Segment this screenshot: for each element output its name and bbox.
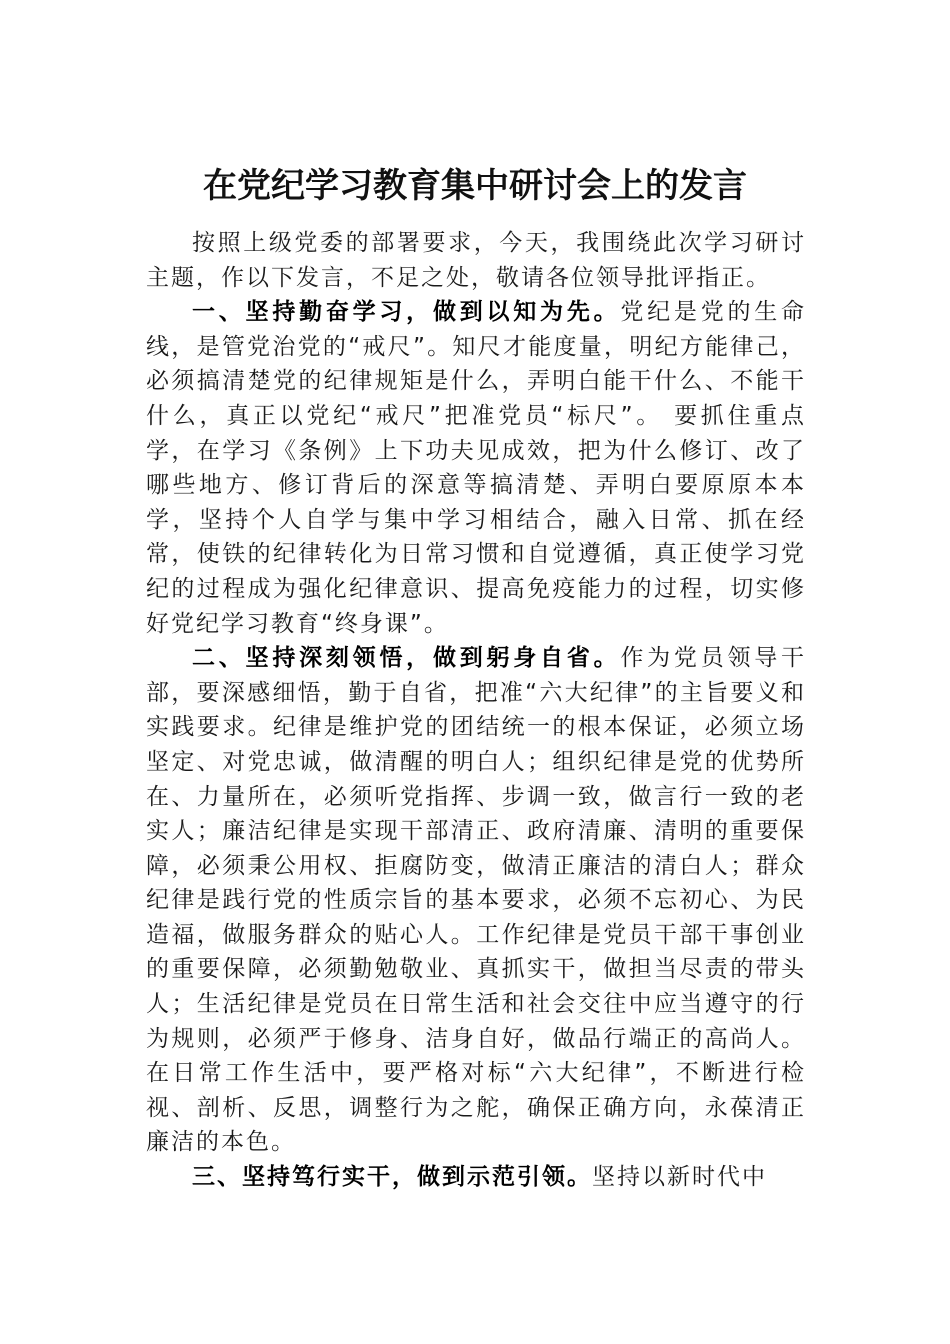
section-three-heading: 三、坚持笃行实干，做到示范引领。 (192, 1164, 592, 1191)
section-two-heading: 二、坚持深刻领悟，做到躬身自省。 (192, 645, 621, 672)
paragraph-text: 按照上级党委的部署要求，今天，我围绕此次学习研讨主题，作以下发言，不足之处，敬请各位领导批评指正。 (146, 230, 806, 291)
paragraph-text: 坚持以新时代中 (592, 1164, 767, 1191)
section-one-heading: 一、坚持勤奋学习，做到以知为先。 (192, 299, 621, 326)
section-two-paragraph (146, 641, 806, 1160)
section-three-paragraph (146, 1160, 806, 1195)
document-body (146, 226, 806, 1195)
section-one-paragraph (146, 295, 806, 641)
intro-paragraph (146, 226, 806, 295)
document-title: 在党纪学习教育集中研讨会上的发言 (203, 166, 747, 206)
paragraph-text: 党纪是党的生命线，是管党治党的“戒尺”。知尺才能度量，明纪方能律己，必须搞清楚党的纪律规矩是什么，弄明白能干什么、不能干什么，真正以党纪“戒尺”把准党员“标尺”。 要抓住重点学，在学习《条例》上下功夫见成效，把为什么修订、改了哪些地方、修订背后的深意等搞清楚、弄明白要原原本本学，坚持个人自学与集中学习相结合，融入日常、抓在经常，使铁的纪律转化为日常习惯和自觉遵循，真正使学习党纪的过程成为强化纪律意识、提高免疫能力的过程，切实修好党纪学习教育“终身课”。 (146, 299, 807, 637)
paragraph-text: 作为党员领导干部，要深感细悟，勤于自省，把准“六大纪律”的主旨要义和实践要求。纪律是维护党的团结统一的根本保证，必须立场坚定、对党忠诚，做清醒的明白人；组织纪律是党的优势所在、力量所在，必须听党指挥、步调一致，做言行一致的老实人；廉洁纪律是实现干部清正、政府清廉、清明的重要保障，必须秉公用权、拒腐防变，做清正廉洁的清白人；群众纪律是践行党的性质宗旨的基本要求，必须不忘初心、为民造福，做服务群众的贴心人。工作纪律是党员干部干事创业的重要保障，必须勤勉敬业、真抓实干，做担当尽责的带头人；生活纪律是党员在日常生活和社会交往中应当遵守的行为规则，必须严于修身、洁身自好，做品行端正的高尚人。在日常工作生活中，要严格对标“六大纪律”，不断进行检视、剖析、反思，调整行为之舵，确保正确方向，永葆清正廉洁的本色。 (146, 645, 807, 1156)
